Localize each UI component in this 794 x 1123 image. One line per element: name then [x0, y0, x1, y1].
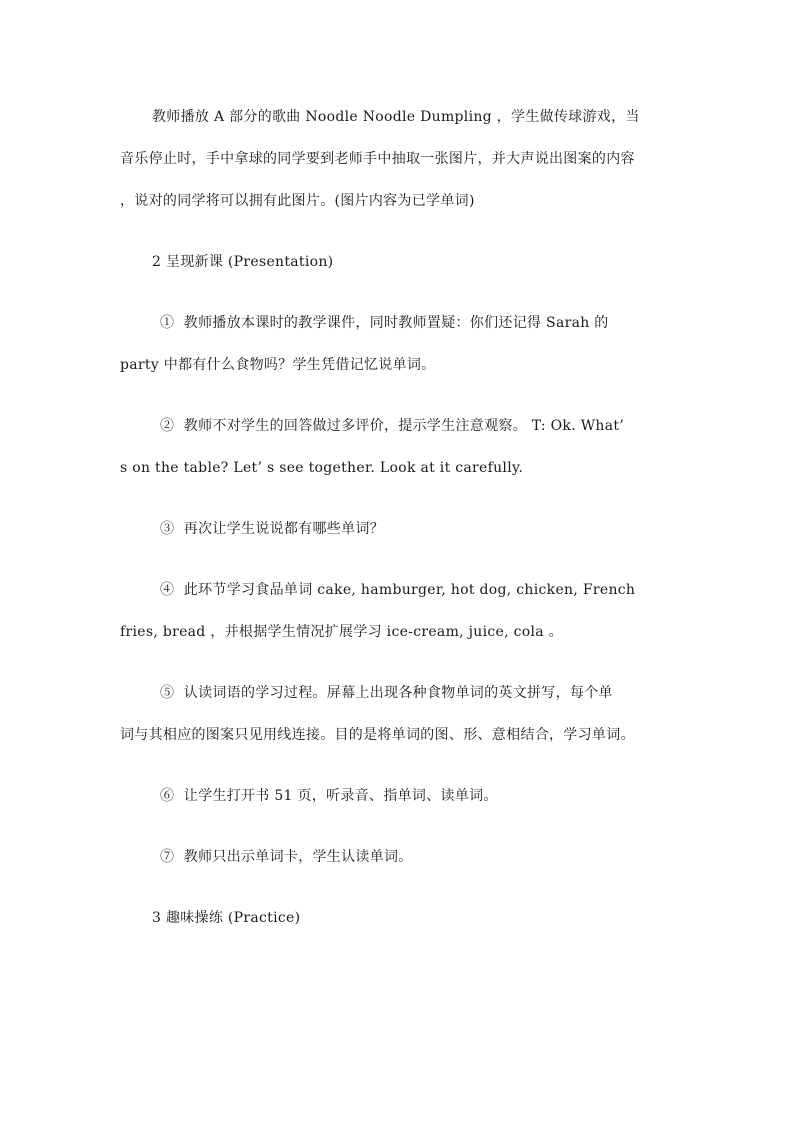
paragraph-intro-line-3: ，说对的同学将可以拥有此图片。(图片内容为已学单词): [120, 193, 475, 209]
section-heading-practice: 3 趣味操练 (Practice): [152, 910, 301, 926]
step-6-line-1: ⑥ 让学生打开书 51 页，听录音、指单词、读单词。: [160, 788, 498, 804]
step-5-line-2: 词与其相应的图案只见用线连接。目的是将单词的图、形、意相结合，学习单词。: [120, 727, 635, 743]
step-5-line-1: ⑤ 认读词语的学习过程。屏幕上出现各种食物单词的英文拼写，每个单: [160, 685, 613, 701]
section-heading-presentation: 2 呈现新课 (Presentation): [152, 254, 334, 270]
step-2-line-1: ② 教师不对学生的回答做过多评价，提示学生注意观察。 T: Ok. What’: [160, 418, 625, 434]
step-2-line-2: s on the table? Let’ s see together. Look at it carefully.: [120, 460, 524, 476]
step-7-line-1: ⑦ 教师只出示单词卡，学生认读单词。: [160, 849, 413, 865]
step-1-line-1: ① 教师播放本课时的教学课件，同时教师置疑：你们还记得 Sarah 的: [160, 315, 609, 331]
step-4-line-1: ④ 此环节学习食品单词 cake, hamburger, hot dog, chicken, French: [160, 582, 636, 598]
step-4-line-2: fries, bread ，并根据学生情况扩展学习 ice-cream, juice, cola 。: [120, 624, 563, 640]
step-1-line-2: party 中都有什么食物吗？学生凭借记忆说单词。: [120, 357, 436, 373]
paragraph-intro-line-2: 音乐停止时，手中拿球的同学要到老师手中抽取一张图片，并大声说出图案的内容: [120, 151, 635, 167]
step-3-line-1: ③ 再次让学生说说都有哪些单词？: [160, 521, 384, 537]
paragraph-intro-line-1: 教师播放 A 部分的歌曲 Noodle Noodle Dumpling ，学生做传球游戏，当: [152, 109, 640, 125]
